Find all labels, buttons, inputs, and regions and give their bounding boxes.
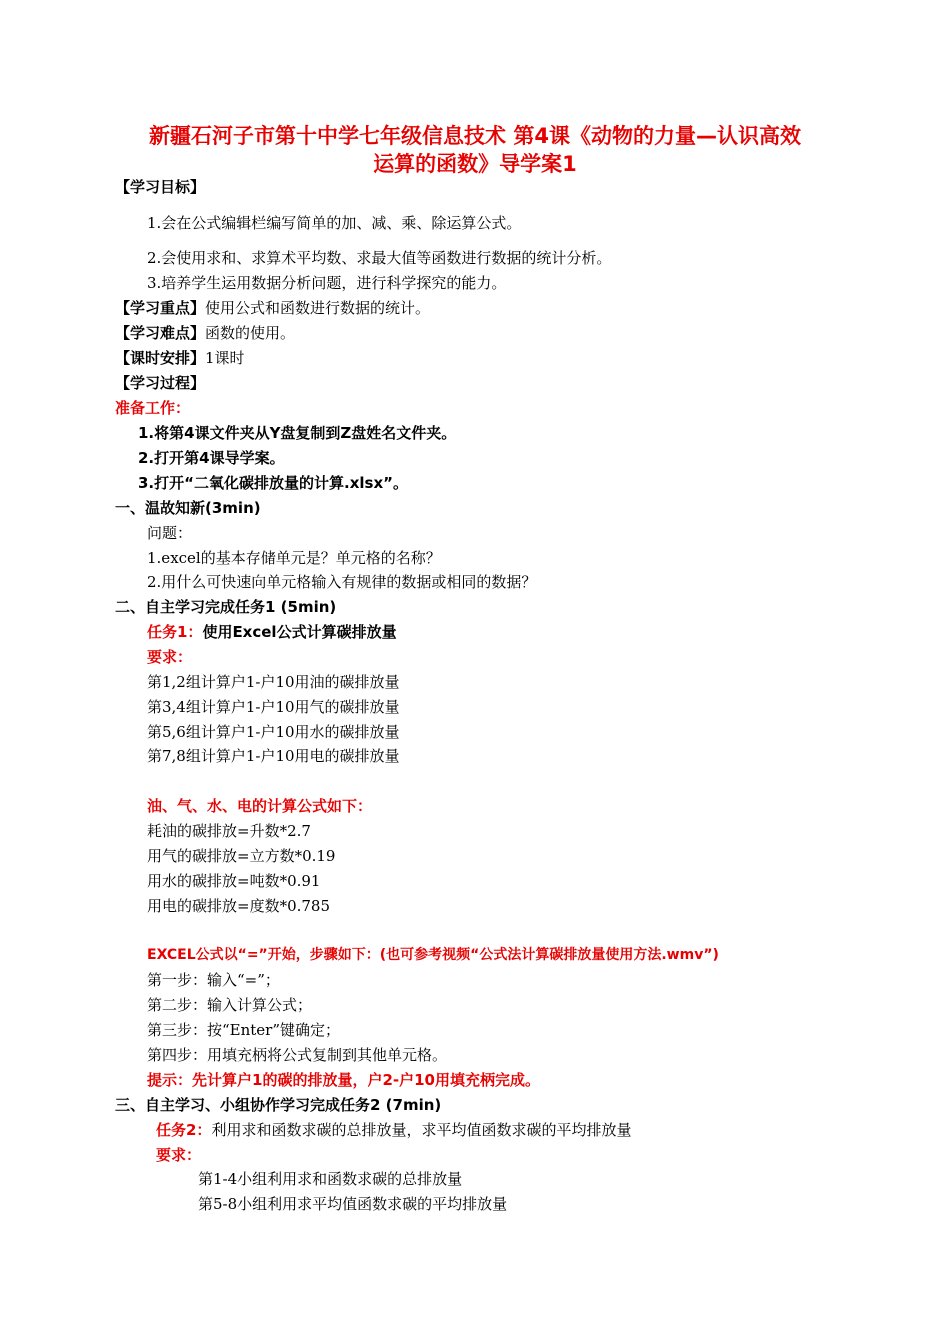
task-1-requirement-label: 要求： xyxy=(147,648,193,666)
task-1-requirement-3: 第5,6组计算户1-户10用水的碳排放量 xyxy=(147,723,400,741)
prep-heading: 准备工作： xyxy=(115,399,191,417)
step-1: 第一步：输入“=”； xyxy=(147,971,280,989)
step-4: 第四步：用填充柄将公式复制到其他单元格。 xyxy=(147,1046,448,1064)
formula-electricity: 用电的碳排放=度数*0.785 xyxy=(147,897,331,915)
difficulty-line xyxy=(115,322,295,344)
formula-heading: 油、气、水、电的计算公式如下： xyxy=(147,797,373,815)
schedule-line xyxy=(115,347,245,369)
section-1-question-2: 2.用什么可快速向单元格输入有规律的数据或相同的数据？ xyxy=(147,573,537,591)
task-2-line xyxy=(156,1119,631,1141)
goal-2: 2.会使用求和、求算术平均数、求最大值等函数进行数据的统计分析。 xyxy=(147,249,612,267)
focus-line xyxy=(115,297,430,319)
prep-item-1: 1.将第4课文件夹从Y盘复制到Z盘姓名文件夹。 xyxy=(138,424,457,442)
task-2-label: 任务2： xyxy=(156,1121,212,1139)
task-1-text: 使用Excel公式计算碳排放量 xyxy=(202,623,397,641)
schedule-label: 【课时安排】 xyxy=(115,349,206,367)
section-2-heading: 二、自主学习完成任务1 (5min) xyxy=(115,598,337,616)
task-2-requirement-1: 第1-4小组利用求和函数求碳的总排放量 xyxy=(198,1170,463,1188)
formula-gas: 用气的碳排放=立方数*0.19 xyxy=(147,847,336,865)
formula-oil: 耗油的碳排放=升数*2.7 xyxy=(147,822,311,840)
doc-title-line-2: 运算的函数》导学案1 xyxy=(373,152,577,176)
task-1-requirement-1: 第1,2组计算户1-户10用油的碳排放量 xyxy=(147,673,400,691)
goals-heading: 【学习目标】 xyxy=(115,178,206,196)
task-1-label: 任务1： xyxy=(147,623,203,641)
hint: 提示：先计算户1的碳的排放量，户2-户10用填充柄完成。 xyxy=(147,1071,540,1089)
step-2: 第二步：输入计算公式； xyxy=(147,996,313,1014)
goal-3: 3.培养学生运用数据分析问题，进行科学探究的能力。 xyxy=(147,274,507,292)
difficulty-label: 【学习难点】 xyxy=(115,324,206,342)
task-1-requirement-4: 第7,8组计算户1-户10用电的碳排放量 xyxy=(147,747,400,765)
task-2-requirement-label: 要求： xyxy=(156,1146,202,1164)
prep-item-2: 2.打开第4课导学案。 xyxy=(138,449,285,467)
schedule-text: 1课时 xyxy=(205,349,245,367)
task-2-requirement-2: 第5-8小组利用求平均值函数求碳的平均排放量 xyxy=(198,1195,508,1213)
goal-1: 1.会在公式编辑栏编写简单的加、减、乘、除运算公式。 xyxy=(147,214,522,232)
section-1-question-1: 1.excel的基本存储单元是？单元格的名称？ xyxy=(147,549,441,567)
section-1-question-label: 问题： xyxy=(147,524,193,542)
process-heading: 【学习过程】 xyxy=(115,374,206,392)
task-1-requirement-2: 第3,4组计算户1-户10用气的碳排放量 xyxy=(147,698,400,716)
focus-label: 【学习重点】 xyxy=(115,299,206,317)
section-3-heading: 三、自主学习、小组协作学习完成任务2 (7min) xyxy=(115,1096,442,1114)
difficulty-text: 函数的使用。 xyxy=(205,324,296,342)
focus-text: 使用公式和函数进行数据的统计。 xyxy=(205,299,431,317)
prep-item-3: 3.打开“二氧化碳排放量的计算.xlsx”。 xyxy=(138,474,408,492)
doc-title-line-1: 新疆石河子市第十中学七年级信息技术 第4课《动物的力量—认识高效 xyxy=(149,124,801,148)
task-1-line xyxy=(147,621,397,643)
section-1-heading: 一、温故知新(3min) xyxy=(115,499,261,517)
task-2-text: 利用求和函数求碳的总排放量，求平均值函数求碳的平均排放量 xyxy=(211,1121,632,1139)
steps-heading: EXCEL公式以“=”开始，步骤如下：(也可参考视频“公式法计算碳排放量使用方法.wmv”) xyxy=(147,947,719,963)
formula-water: 用水的碳排放=吨数*0.91 xyxy=(147,872,321,890)
step-3: 第三步：按“Enter”键确定； xyxy=(147,1021,341,1039)
